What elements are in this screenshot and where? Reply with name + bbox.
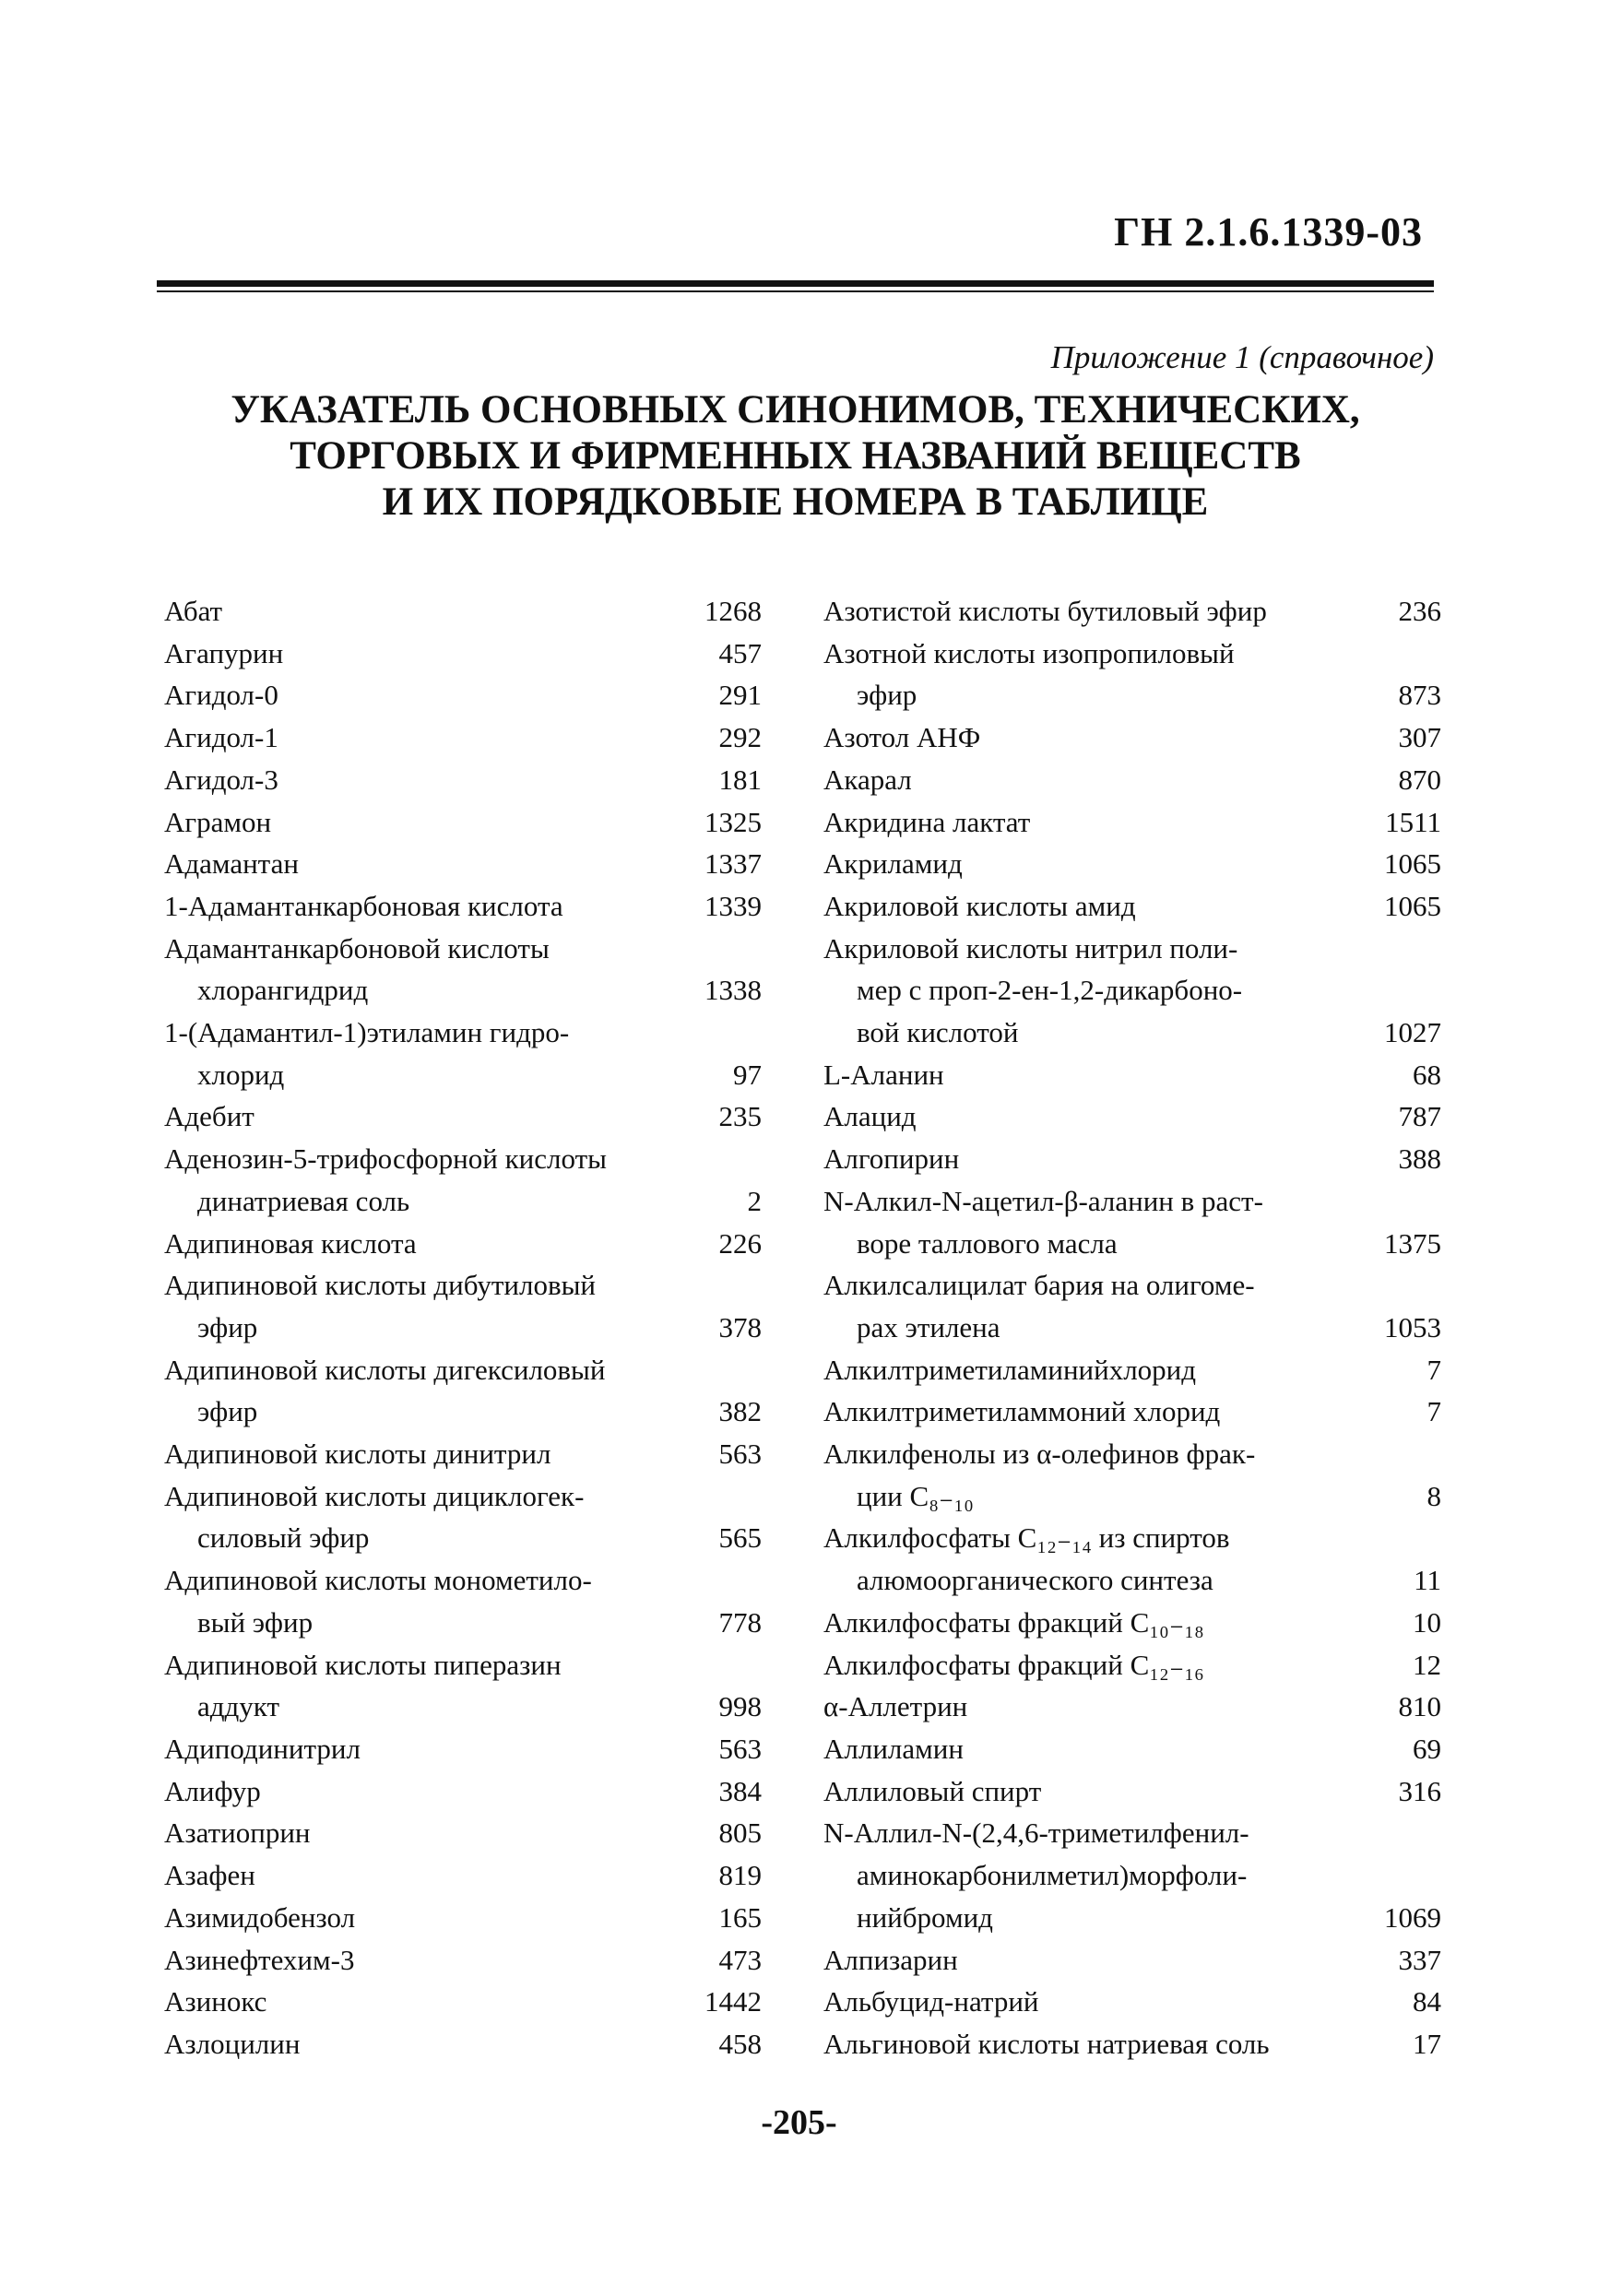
entry-name	[164, 1939, 710, 1982]
entry-name	[164, 1433, 710, 1475]
entry-name-line: Азатиоприн	[164, 1817, 311, 1850]
entry-number: 17	[1413, 2027, 1441, 2060]
entry-name-line: Алифур	[164, 1774, 261, 1807]
entry-name	[164, 633, 710, 675]
entry-name	[823, 1517, 1395, 1601]
index-entry	[823, 1517, 1441, 1601]
header-rule-thin	[157, 290, 1434, 292]
entry-name	[164, 759, 710, 801]
index-entry	[823, 928, 1441, 1054]
entry-number: 1053	[1384, 1310, 1441, 1343]
entry-name	[164, 1264, 710, 1348]
index-entry	[164, 674, 762, 716]
entry-name-line: Аллиламин	[823, 1732, 964, 1765]
entry-name	[823, 1391, 1395, 1433]
page-number: -205-	[761, 2103, 837, 2142]
entry-name-line: Алацид	[823, 1100, 917, 1133]
entry-name	[164, 1223, 710, 1265]
index-entry	[164, 1981, 762, 2023]
entry-name-line: 1-Адамантанкарбоновая кислота	[164, 889, 563, 922]
entry-name	[164, 1095, 710, 1138]
entry-name-line: хлорид	[197, 1058, 285, 1091]
entry-number: 819	[718, 1859, 762, 1892]
index-entry	[823, 1728, 1441, 1770]
entry-name-line: Алкилтриметиламинийхлорид	[823, 1353, 1197, 1386]
entry-name-line: L-Аланин	[823, 1058, 944, 1091]
index-entry	[823, 633, 1441, 716]
entry-name-line: Азимидобензол	[164, 1900, 356, 1934]
index-entry	[164, 1644, 762, 1728]
index-entry	[164, 1475, 762, 1559]
entry-number: 870	[1398, 763, 1441, 796]
entry-number: 457	[718, 636, 762, 669]
entry-number: 384	[718, 1774, 762, 1807]
index-entry	[164, 885, 762, 928]
entry-number: 563	[718, 1438, 762, 1471]
index-entry	[164, 1012, 762, 1095]
entry-number: 473	[718, 1943, 762, 1976]
index-entry	[823, 1686, 1441, 1728]
entry-name-line: силовый эфир	[197, 1521, 370, 1555]
entry-name	[823, 1812, 1375, 1938]
entry-name-line: Альбуцид-натрий	[823, 1985, 1039, 2018]
index-entry	[823, 1939, 1441, 1982]
entry-name	[823, 1770, 1390, 1813]
entry-name	[823, 1602, 1395, 1644]
index-entry	[164, 1095, 762, 1138]
entry-name-line: Адамантанкарбоновой кислоты	[164, 931, 550, 965]
entry-name	[164, 2023, 710, 2065]
entry-name	[164, 1770, 710, 1813]
entry-number: 181	[718, 763, 762, 796]
index-entry	[823, 843, 1441, 885]
entry-number: 565	[718, 1521, 762, 1555]
index-entry	[164, 633, 762, 675]
entry-number: 292	[718, 721, 762, 754]
entry-name-line: Азафен	[164, 1859, 255, 1892]
entry-name-line: Адамантан	[164, 847, 299, 881]
entry-number: 10	[1413, 1605, 1441, 1639]
entry-name	[823, 1686, 1390, 1728]
entry-name	[164, 1475, 710, 1559]
entry-number: 563	[718, 1732, 762, 1765]
entry-number: 291	[718, 679, 762, 712]
index-entry	[164, 801, 762, 844]
entry-number: 388	[1398, 1142, 1441, 1176]
entry-number: 810	[1398, 1690, 1441, 1723]
entry-name	[823, 590, 1390, 633]
entry-name-line: Алкилфосфаты фракций C₁₂₋₁₆	[823, 1648, 1204, 1681]
entry-name	[164, 716, 710, 759]
index-entry	[823, 885, 1441, 928]
entry-name-line: Алкилсалицилат бария на олигоме-	[823, 1269, 1255, 1302]
index-entry	[164, 2023, 762, 2065]
index-entry	[164, 843, 762, 885]
entry-name	[164, 674, 710, 716]
index-entry	[823, 759, 1441, 801]
entry-name-line: Акриловой кислоты нитрил поли-	[823, 931, 1238, 965]
entry-number: 382	[718, 1395, 762, 1428]
entry-number: 873	[1398, 679, 1441, 712]
entry-name-line: Агидол-3	[164, 763, 278, 796]
entry-name	[164, 1349, 710, 1433]
index-entry	[164, 928, 762, 1012]
entry-name	[823, 1095, 1390, 1138]
entry-name	[164, 1812, 710, 1854]
entry-number: 1511	[1385, 805, 1441, 838]
entry-name	[164, 1138, 716, 1222]
index-entry	[164, 716, 762, 759]
title-line: ТОРГОВЫХ И ФИРМЕННЫХ НАЗВАНИЙ ВЕЩЕСТВ	[290, 434, 1301, 478]
index-entry	[164, 1223, 762, 1265]
index-entry	[164, 1939, 762, 1982]
entry-name	[823, 2023, 1395, 2065]
entry-number: 1027	[1384, 1016, 1441, 1049]
title-line: УКАЗАТЕЛЬ ОСНОВНЫХ СИНОНИМОВ, ТЕХНИЧЕСКИХ,	[231, 388, 1360, 432]
appendix-label: Приложение 1 (справочное)	[1050, 339, 1434, 375]
entry-name	[823, 801, 1376, 844]
index-entry	[164, 1264, 762, 1348]
entry-name-line: Азинефтехим-3	[164, 1943, 355, 1976]
index-column-right	[823, 590, 1441, 2065]
index-entry	[164, 1812, 762, 1854]
entry-name-line: α-Аллетрин	[823, 1690, 968, 1723]
entry-name-line: Адебит	[164, 1100, 254, 1133]
entry-name-line: Агидол-0	[164, 679, 278, 712]
entry-number: 1339	[704, 889, 762, 922]
entry-name-line: Алпизарин	[823, 1943, 958, 1976]
entry-name	[823, 1054, 1395, 1096]
entry-name	[823, 1433, 1395, 1517]
index-entry	[823, 590, 1441, 633]
entry-number: 69	[1413, 1732, 1441, 1765]
entry-number: 1065	[1384, 889, 1441, 922]
entry-name	[164, 1559, 710, 1643]
entry-number: 7	[1426, 1395, 1441, 1428]
index-entry	[823, 1180, 1441, 1264]
entry-name-line: Аллиловый спирт	[823, 1774, 1042, 1807]
entry-name-line: Аграмон	[164, 805, 272, 838]
entry-number: 378	[718, 1310, 762, 1343]
entry-number: 12	[1413, 1648, 1441, 1681]
entry-number: 236	[1398, 595, 1441, 627]
entry-name-line: Алкилфосфаты фракций C₁₀₋₁₈	[823, 1605, 1204, 1639]
document-code: ГН 2.1.6.1339-03	[1114, 209, 1423, 254]
entry-name-line: Азотол АНФ	[823, 721, 981, 754]
entry-name-line: Азлоцилин	[164, 2027, 301, 2060]
entry-name-line: Альгиновой кислоты натриевая соль	[823, 2027, 1270, 2060]
entry-name	[823, 1644, 1395, 1686]
entry-name	[823, 759, 1390, 801]
entry-name-line: Азинокс	[164, 1985, 267, 2018]
entry-name-line: вой кислотой	[857, 1016, 1019, 1049]
entry-name-line: вый эфир	[197, 1605, 314, 1639]
entry-number: 7	[1426, 1353, 1441, 1386]
index-entry	[823, 1812, 1441, 1938]
entry-name-line: Адипиновой кислоты дициклогек-	[164, 1479, 585, 1512]
index-entry	[823, 1644, 1441, 1686]
index-entry	[164, 1433, 762, 1475]
entry-number: 998	[718, 1690, 762, 1723]
entry-name-line: Алгопирин	[823, 1142, 960, 1176]
entry-number: 2	[747, 1184, 762, 1217]
entry-name-line: эфир	[197, 1310, 258, 1343]
entry-name-line: ции C₈₋₁₀	[857, 1479, 974, 1512]
entry-name	[823, 716, 1390, 759]
entry-number: 307	[1398, 721, 1441, 754]
entry-number: 316	[1398, 1774, 1441, 1807]
entry-name	[823, 928, 1375, 1054]
entry-name-line: эфир	[197, 1395, 258, 1428]
entry-name	[164, 885, 695, 928]
entry-name-line: Адипиновой кислоты монометило-	[164, 1564, 592, 1597]
entry-name-line: 1-(Адамантил-1)этиламин гидро-	[164, 1016, 570, 1049]
index-entry	[823, 1054, 1441, 1096]
entry-name-line: Алкилфосфаты C₁₂₋₁₄ из спиртов	[823, 1521, 1230, 1555]
entry-number: 1069	[1384, 1900, 1441, 1934]
entry-name-line: рах этилена	[857, 1310, 1000, 1343]
entry-name	[164, 1981, 695, 2023]
entry-number: 8	[1426, 1479, 1441, 1512]
entry-name	[164, 1897, 710, 1939]
entry-number: 84	[1413, 1985, 1441, 2018]
entry-number: 778	[718, 1605, 762, 1639]
entry-name	[823, 1981, 1395, 2023]
entry-name-line: нийбромид	[857, 1900, 993, 1934]
index-title	[157, 387, 1434, 526]
entry-name-line: Акарал	[823, 763, 912, 796]
entry-name-line: Адипиновой кислоты динитрил	[164, 1438, 551, 1471]
entry-number: 1375	[1384, 1226, 1441, 1260]
entry-number: 787	[1398, 1100, 1441, 1133]
entry-name-line: Адипиновой кислоты дибутиловый	[164, 1269, 596, 1302]
entry-name-line: N-Алкил-N-ацетил-β-аланин в раст-	[823, 1184, 1263, 1217]
entry-name	[823, 1728, 1395, 1770]
index-entry	[823, 1981, 1441, 2023]
entry-name-line: динатриевая соль	[197, 1184, 410, 1217]
entry-name	[164, 1644, 710, 1728]
index-entry	[823, 1349, 1441, 1391]
entry-number: 226	[718, 1226, 762, 1260]
entry-name	[164, 801, 695, 844]
entry-name-line: Аденозин-5-трифосфорной кислоты	[164, 1142, 607, 1176]
entry-name-line: Агидол-1	[164, 721, 278, 754]
entry-name-line: Алкилфенолы из α-олефинов фрак-	[823, 1438, 1256, 1471]
entry-name-line: Акридина лактат	[823, 805, 1031, 838]
entry-name	[164, 928, 695, 1012]
entry-name	[164, 843, 695, 885]
entry-name-line: Адипиновая кислота	[164, 1226, 417, 1260]
entry-number: 1065	[1384, 847, 1441, 881]
entry-name-line: Азотной кислоты изопропиловый	[823, 636, 1235, 669]
entry-number: 1325	[704, 805, 762, 838]
index-entry	[823, 1433, 1441, 1517]
entry-name-line: Адипиновой кислоты дигексиловый	[164, 1353, 606, 1386]
index-entry	[164, 1728, 762, 1770]
entry-number: 11	[1414, 1564, 1441, 1597]
entry-name-line: эфир	[857, 679, 917, 712]
index-entry	[823, 716, 1441, 759]
title-line: И ИХ ПОРЯДКОВЫЕ НОМЕРА В ТАБЛИЦЕ	[382, 480, 1209, 524]
entry-name	[823, 843, 1375, 885]
entry-number: 1268	[704, 595, 762, 627]
index-entry	[823, 1770, 1441, 1813]
entry-name-line: Алкилтриметиламмоний хлорид	[823, 1395, 1221, 1428]
entry-name	[164, 1012, 716, 1095]
entry-name	[823, 1180, 1375, 1264]
entry-name-line: аддукт	[197, 1690, 280, 1723]
entry-name	[823, 1349, 1395, 1391]
entry-number: 337	[1398, 1943, 1441, 1976]
entry-name-line: Адиподинитрил	[164, 1732, 361, 1765]
index-entry	[164, 1138, 762, 1222]
index-entry	[164, 1854, 762, 1897]
index-column-left	[164, 590, 762, 2065]
index-entry	[823, 801, 1441, 844]
entry-name-line: алюмоорганического синтеза	[857, 1564, 1213, 1597]
entry-name	[823, 633, 1390, 716]
entry-name	[164, 590, 695, 633]
entry-number: 1442	[704, 1985, 762, 2018]
index-entry	[823, 1138, 1441, 1180]
index-entry	[164, 1897, 762, 1939]
entry-name	[164, 1728, 710, 1770]
entry-name-line: Адипиновой кислоты пиперазин	[164, 1648, 562, 1681]
entry-name-line: Агапурин	[164, 636, 284, 669]
index-entry	[164, 1349, 762, 1433]
index-entry	[823, 1602, 1441, 1644]
entry-name-line: аминокарбонилметил)морфоли-	[857, 1859, 1248, 1892]
entry-name-line: Абат	[164, 595, 223, 627]
entry-name	[823, 1138, 1390, 1180]
entry-name	[164, 1854, 710, 1897]
index-entry	[164, 1770, 762, 1813]
index-entry	[823, 1095, 1441, 1138]
entry-name-line: Акриламид	[823, 847, 963, 881]
entry-number: 235	[718, 1100, 762, 1133]
index-entry	[164, 590, 762, 633]
index-entry	[164, 1559, 762, 1643]
index-entry	[164, 759, 762, 801]
entry-name-line: N-Аллил-N-(2,4,6-триметилфенил-	[823, 1817, 1249, 1850]
header-rule-thick	[157, 280, 1434, 287]
entry-name	[823, 1939, 1390, 1982]
index-entry	[823, 1391, 1441, 1433]
index-entry	[823, 2023, 1441, 2065]
entry-number: 805	[718, 1817, 762, 1850]
entry-number: 1337	[704, 847, 762, 881]
entry-name-line: воре таллового масла	[857, 1226, 1118, 1260]
entry-name	[823, 885, 1375, 928]
entry-name-line: Акриловой кислоты амид	[823, 889, 1136, 922]
entry-number: 165	[718, 1900, 762, 1934]
entry-number: 458	[718, 2027, 762, 2060]
index-entry	[823, 1264, 1441, 1348]
entry-number: 1338	[704, 974, 762, 1007]
entry-name-line: мер с проп-2-ен-1,2-дикарбоно-	[857, 974, 1243, 1007]
entry-number: 97	[733, 1058, 762, 1091]
entry-name-line: хлорангидрид	[197, 974, 369, 1007]
entry-name-line: Азотистой кислоты бутиловый эфир	[823, 595, 1267, 627]
entry-name	[823, 1264, 1375, 1348]
entry-number: 68	[1413, 1058, 1441, 1091]
